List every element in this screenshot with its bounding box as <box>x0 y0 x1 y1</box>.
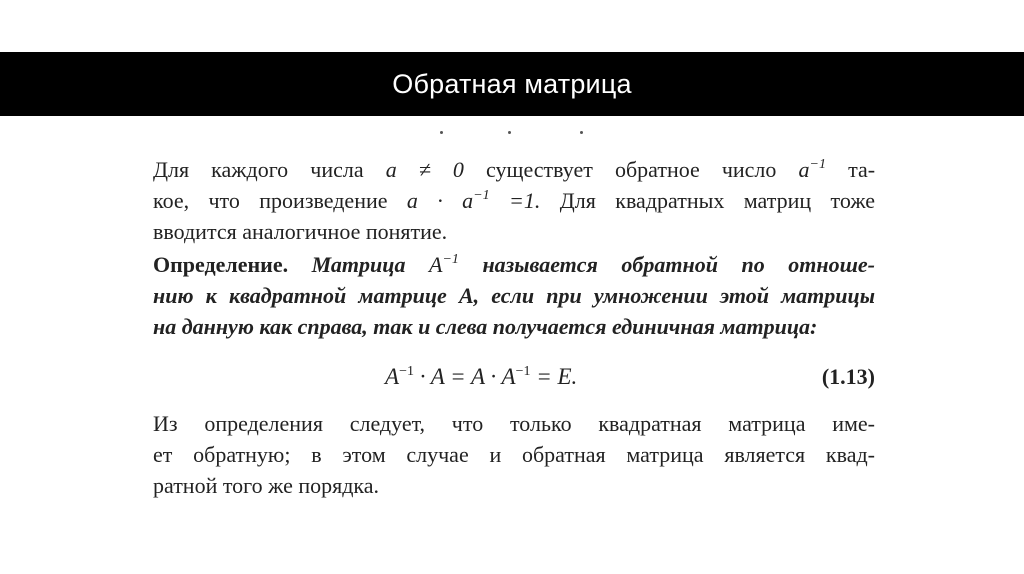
math-expr: = E. <box>530 364 578 389</box>
text-line: ратной того же порядка. <box>153 473 380 498</box>
math-inline: a ≠ 0 <box>385 157 464 182</box>
text-line <box>153 249 875 280</box>
math-superscript: −1 <box>473 188 490 203</box>
scan-artifact-dots <box>440 128 600 138</box>
math-var: =1. <box>509 188 541 213</box>
text-line: ет обратную; в этом случае и обратная матрица является квад- <box>153 442 875 467</box>
formula-inverse-matrix <box>385 364 577 390</box>
text-run: кое, что произведение <box>153 188 388 213</box>
text-line <box>153 154 875 185</box>
scanned-text-block <box>153 148 875 501</box>
text-run: Для квадратных матриц тоже <box>559 188 876 213</box>
math-var: A <box>385 364 400 389</box>
text-line <box>153 185 875 216</box>
slide-title: Обратная матрица <box>392 68 632 99</box>
math-superscript: −1 <box>399 364 414 379</box>
math-var: A <box>429 252 443 277</box>
text-run: та- <box>848 157 876 182</box>
text-run: называется обратной по отноше- <box>482 252 875 277</box>
math-inline <box>429 252 459 277</box>
text-line: нию к квадратной матрице A, если при умножении этой матрицы <box>153 283 875 308</box>
text-run: существует обратное число <box>486 157 777 182</box>
paragraph-definition <box>153 249 875 342</box>
text-run: Для каждого числа <box>153 157 364 182</box>
text-line: Из определения следует, что только квадратная матрица име- <box>153 411 875 436</box>
math-inline <box>799 157 826 182</box>
paragraph-conclusion <box>153 408 875 501</box>
math-superscript: −1 <box>809 157 826 172</box>
equation-number: (1.13) <box>821 364 875 389</box>
paragraph-intro <box>153 154 875 247</box>
math-superscript: −1 <box>442 252 459 267</box>
formula-row <box>153 350 875 406</box>
math-inline <box>407 188 540 213</box>
definition-label: Определение. <box>153 252 289 277</box>
text-line: вводится аналогичное понятие. <box>153 219 448 244</box>
text-line: на данную как справа, так и слева получается единичная матрица: <box>153 314 818 339</box>
math-superscript: −1 <box>515 364 531 379</box>
text-run: Матрица <box>311 252 406 277</box>
slide-header <box>0 52 1024 116</box>
math-var: a <box>798 157 810 182</box>
math-expr: · A = A · A <box>413 364 516 389</box>
math-var: a · a <box>406 188 474 213</box>
